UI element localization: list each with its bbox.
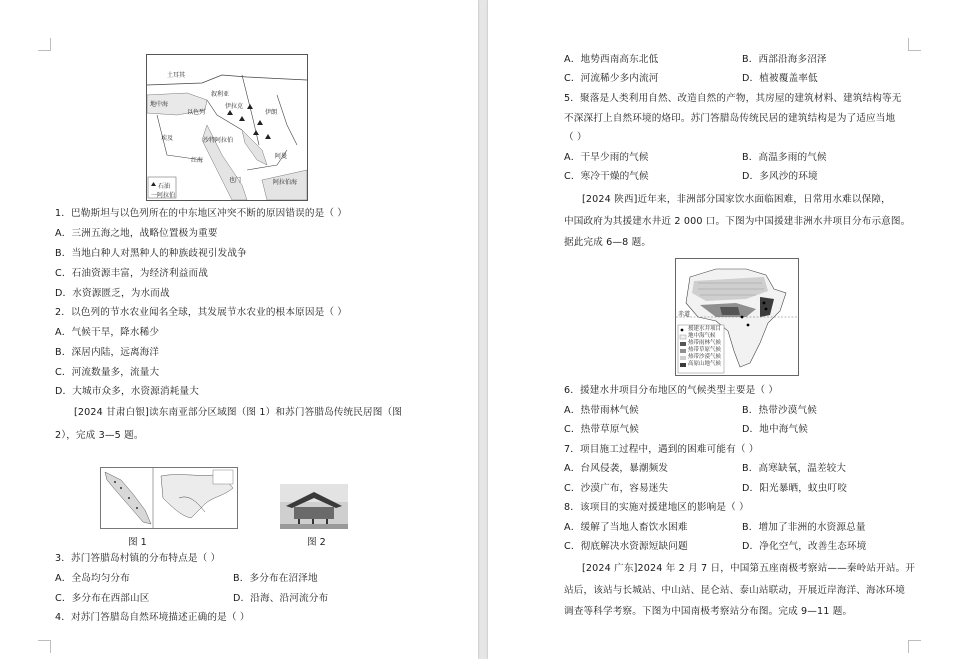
map-label: 红海 (191, 157, 204, 164)
option-3b: B．多分布在沼泽地 (233, 573, 318, 584)
crop-mark (908, 38, 921, 51)
option-6a: A．热带雨林气候 (564, 405, 639, 416)
right-page (488, 0, 971, 659)
question-7: 7．项目施工过程中，遇到的困难可能有（ ） (564, 444, 759, 455)
option-4a: A．地势西南高东北低 (564, 54, 659, 65)
option-8a: A．缓解了当地人畜饮水困难 (564, 522, 688, 533)
map-label: 阿拉伯海 (273, 179, 298, 186)
map-label: 埃及 (161, 135, 174, 142)
option-1b: B．当地白种人对黑种人的种族歧视引发战争 (55, 248, 247, 259)
africa-well-project-map (675, 258, 799, 376)
option-6c: C．热带草原气候 (564, 424, 640, 435)
legend-item: 热带草原气候 (688, 347, 722, 353)
legend-item: 热带雨林气候 (688, 340, 722, 346)
option-3a: A．全岛均匀分布 (55, 573, 130, 584)
intro-paragraph-line: 中国政府为其援建水井近 2 000 口。下图为中国援建非洲水井项目分布示意图。 (564, 216, 911, 227)
question-5-line: 不深深打上自然环境的烙印。苏门答腊岛传统民居的建筑结构是为了适应当地 (564, 113, 896, 124)
question-5-line: 5．聚落是人类利用自然、改造自然的产物，其房屋的建筑材料、建筑结构等无 (564, 93, 902, 104)
option-5a: A．干旱少雨的气候 (564, 152, 649, 163)
crop-mark (908, 640, 921, 653)
question-8: 8．该项目的实施对援建地区的影响是（ ） (564, 502, 749, 513)
map-label: 伊拉克 (225, 103, 244, 110)
option-4c: C．河流稀少多内流河 (564, 73, 659, 84)
left-page (0, 0, 478, 659)
option-7b: B．高寒缺氧，温差较大 (742, 463, 847, 474)
option-1a: A．三洲五海之地，战略位置极为重要 (55, 228, 218, 239)
legend-item: 高原山地气候 (688, 361, 722, 367)
intro-paragraph-line: 2），完成 3—5 题。 (55, 430, 144, 441)
crop-mark (38, 640, 51, 653)
option-5d: D．多风沙的环境 (742, 171, 818, 182)
traditional-house-drawing (280, 484, 348, 529)
option-8d: D．净化空气，改善生态环境 (742, 541, 867, 552)
intro-paragraph-line: [2024 陕西]近年来，非洲部分国家饮水面临困难，日常用水难以保障， (582, 194, 891, 205)
map-label: 叙利亚 (211, 91, 230, 98)
southeast-asia-map (100, 467, 238, 529)
option-4d: D．植被覆盖率低 (742, 73, 818, 84)
option-8b: B．增加了非洲的水资源总量 (742, 522, 866, 533)
figure-1-caption: 图 1 (128, 537, 147, 548)
option-5b: B．高温多雨的气候 (742, 152, 827, 163)
option-4b: B．西部沿海多沼泽 (742, 54, 827, 65)
question-6: 6．援建水井项目分布地区的气候类型主要是（ ） (564, 385, 779, 396)
question-1: 1．巴勒斯坦与以色列所在的中东地区冲突不断的原因错误的是（ ） (55, 208, 348, 219)
option-7a: A．台风侵袭，暴潮频发 (564, 463, 669, 474)
map-legend-label: 一阿拉伯 (151, 192, 176, 199)
option-7c: C．沙漠广布，容易迷失 (564, 483, 669, 494)
map-label: 以色列 (187, 109, 206, 116)
question-2: 2．以色列的节水农业闻名全球，其发展节水农业的根本原因是（ ） (55, 307, 348, 318)
option-2c: C．河流数量多，流量大 (55, 367, 160, 378)
intro-paragraph-line: 站后，该站与长城站、中山站、昆仑站、泰山站联动，开展近岸海洋、海冰环境 (564, 585, 906, 596)
option-1c: C．石油资源丰富，为经济利益而战 (55, 268, 209, 279)
legend-item: 热带沙漠气候 (688, 354, 722, 360)
legend-item: 地中海气候 (688, 333, 716, 339)
option-2a: A．气候干旱，降水稀少 (55, 327, 160, 338)
option-6b: B．热带沙漠气候 (742, 405, 817, 416)
map-label: 土耳其 (167, 72, 186, 79)
traditional-house-photo (280, 484, 348, 529)
crop-mark (38, 38, 51, 51)
option-8c: C．彻底解决水资源短缺问题 (564, 541, 688, 552)
option-7d: D．阳光暴晒，蚊虫叮咬 (742, 483, 847, 494)
option-5c: C．寒冷干燥的气候 (564, 171, 649, 182)
intro-paragraph-line: 据此完成 6—8 题。 (564, 237, 652, 248)
intro-paragraph-line: 调查等科学考察。下图为中国南极考察站分布图。完成 9—11 题。 (564, 606, 853, 617)
map-label: 沙特阿拉伯 (203, 137, 234, 144)
map-label: 地中海 (150, 101, 169, 108)
intro-paragraph-line: [2024 广东]2024 年 2 月 7 日，中国第五座南极考察站——秦岭站开站。开 (582, 563, 916, 574)
option-2d: D．大城市众多，水资源消耗量大 (55, 386, 199, 397)
map-legend-label: 石油 (158, 183, 171, 190)
intro-paragraph-line: [2024 甘肃白银]读东南亚部分区域图（图 1）和苏门答腊岛传统民居图（图 (74, 407, 403, 418)
question-4: 4．对苏门答腊岛自然环境描述正确的是（ ） (55, 612, 250, 623)
option-2b: B．深居内陆，远离海洋 (55, 347, 160, 358)
question-5-line: （ ） (564, 132, 587, 143)
map-label: 伊朗 (265, 109, 278, 116)
middle-east-map (146, 54, 308, 201)
legend-item: 援建水井项目 (688, 326, 722, 332)
map-label: 阿曼 (275, 153, 288, 160)
southeast-asia-map-drawing (101, 468, 237, 528)
map-label: 也门 (229, 177, 242, 184)
question-3: 3．苏门答腊岛村镇的分布特点是（ ） (55, 553, 221, 564)
option-6d: D．地中海气候 (742, 424, 808, 435)
figure-2-caption: 图 2 (307, 537, 326, 548)
equator-label: 赤道 (678, 311, 691, 318)
option-3c: C．多分布在西部山区 (55, 593, 150, 604)
africa-map-legend (688, 326, 721, 368)
option-1d: D．水资源匮乏，为水而战 (55, 288, 170, 299)
option-3d: D．沿海、沿河流分布 (233, 593, 329, 604)
